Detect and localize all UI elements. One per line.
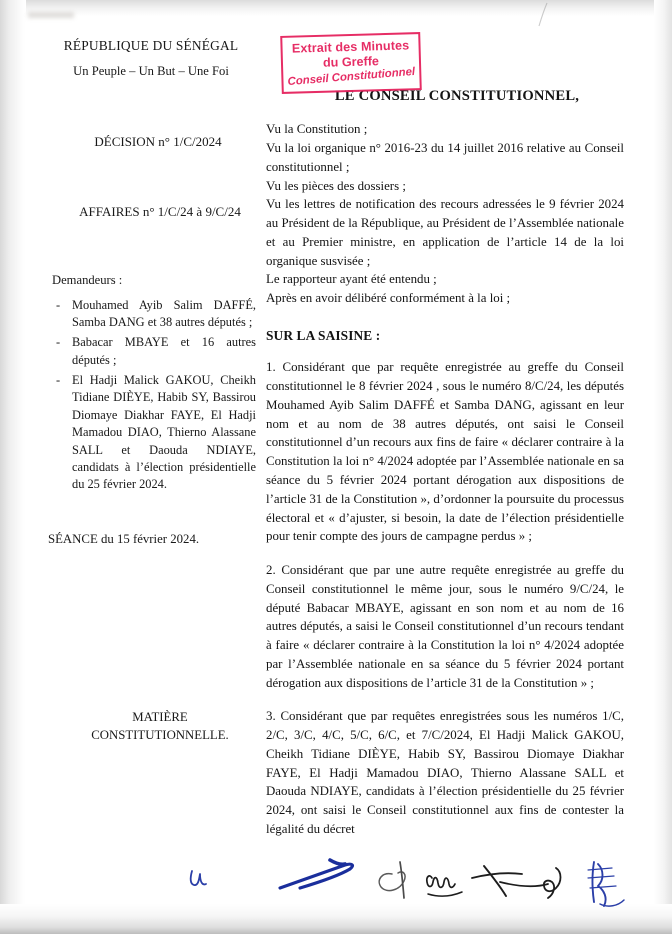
signature-block [0, 848, 672, 928]
scan-edge-bottom [0, 904, 672, 934]
scan-edge-right [654, 0, 672, 934]
matiere-line-1: MATIÈRE [132, 709, 188, 724]
visa-item: Après en avoir délibéré conformément à la loi ; [266, 291, 511, 306]
national-motto: Un Peuple – Un But – Une Foi [73, 64, 229, 79]
signature-3-stem [400, 862, 404, 898]
signature-6-loop [598, 864, 606, 906]
section-heading-saisine: SUR LA SAISINE : [266, 327, 381, 343]
signature-4 [427, 876, 455, 887]
signature-2-flourish [330, 860, 345, 864]
stamp-line-3: Conseil Constitutionnel [287, 65, 416, 88]
signature-5-cross [472, 873, 522, 878]
list-item: - Mouhamed Ayib Salim DAFFÉ, Samba DANG et 38 autres députés ; [56, 297, 256, 332]
scan-edge-left [0, 0, 26, 934]
visa-item: Vu les lettres de notification des recours adressées le 9 février 2024 au Président de la République, au Président de l’Assemblée nationale et au Premier ministre, en application de l’article 14 de la loi organique susvisée ; [266, 197, 624, 268]
matiere-line-2: CONSTITUTIONNELLE. [91, 728, 229, 743]
scan-mark-icon [536, 2, 552, 28]
signature-6-tail [600, 900, 624, 906]
visa-item: Vu la loi organique n° 2016-23 du 14 juillet 2016 relative au Conseil constitutionnel ; [266, 140, 624, 174]
scan-smudge [28, 12, 74, 18]
registry-stamp [280, 32, 422, 94]
decision-number: DÉCISION n° 1/C/2024 [94, 133, 222, 149]
considerant-2: 2. Considérant que par une autre requête enregistrée au greffe du Conseil constitutionnel le même jour, sous le numéro 9/C/24, le député Babacar MBAYE, agissant en son nom et au nom de 16 autres députés, a saisi le Conseil constitutionnel d’un recours tendant à faire « déclarer contraire à la Constitution la loi n° 4/2024 adoptée par l’Assemblée nationale en sa séance du 5 février 2024 portant dérogation aux dispositions de l’article 31 de la Constitution » ; [266, 563, 624, 690]
stamp-line-1: Extrait des Minutes [291, 38, 410, 56]
demandeurs-list [46, 297, 256, 494]
considerant-3: 3. Considérant que par requêtes enregistrées sous les numéros 1/C, 2/C, 3/C, 4/C, 5/C, 6/C, et 7/C/2024, El Hadji Malick GAKOU, Cheikh Tidiane DIÈYE, Habib SY, Bassirou Diomaye Diakhar FAYE, El Hadji Mamadou DIAO, Thierno Alassane SALL et Daouda NDIAYE, candidats à l’élection présidentielle du 25 février 2024, ont saisi le Conseil constitutionnel aux fins de contester la légalité du décret [266, 709, 624, 836]
signature-3 [379, 872, 405, 891]
visas-block [266, 120, 624, 308]
scan-edge-top [0, 0, 672, 16]
seance-date: SÉANCE du 15 février 2024. [48, 531, 200, 546]
demandeurs-label: Demandeurs : [52, 272, 123, 287]
signature-4-underline [428, 892, 462, 896]
document-body [266, 86, 624, 839]
signature-6 [593, 862, 595, 902]
visa-item: Vu les pièces des dossiers ; [266, 178, 406, 193]
signature-5-sweep [500, 882, 548, 886]
visa-item: Le rapporteur ayant été entendu ; [266, 272, 437, 287]
signature-2 [280, 864, 352, 888]
signature-5-loop [544, 868, 561, 898]
list-item: - Babacar MBAYE et 16 autres députés ; [56, 334, 256, 369]
visa-item: Vu la Constitution ; [266, 122, 368, 137]
considerant-1: 1. Considérant que par requête enregistrée au greffe du Conseil constitutionnel le 8 février 2024 , sous le numéro 8/C/24, les députés Mouhamed Ayib Salim DAFFÉ et Samba DANG, agissant en leur nom et au nom de 38 autres députés, ont saisi le Conseil constitutionnel d’un recours aux fins de faire « déclarer contraire à la Constitution la loi n° 4/2024 adoptée par l’Assemblée nationale en sa séance du 5 février 2024 portant dérogation aux dispositions de l’article 31 de la Constitution », d’ordonner la poursuite du processus électoral et « d’ajuster, si besoin, la date de l’élection présidentielle pour tenir compte des jours de campagne perdus » ; [266, 360, 624, 544]
council-heading: LE CONSEIL CONSTITUTIONNEL, [334, 88, 580, 104]
signature-6-hatch [588, 868, 616, 888]
document-header-left [46, 36, 256, 745]
stamp-line-2: du Greffe [322, 53, 380, 70]
signature-5 [484, 866, 506, 896]
affaires-number: AFFAIRES n° 1/C/24 à 9/C/24 [79, 204, 241, 220]
list-item: - El Hadji Malick GAKOU, Cheikh Tidiane DIÈYE, Habib SY, Bassirou Diomaye Diakhar FAYE, El Hadji Mamadou DIAO, Thierno Alassane SALL et Daouda NDIAYE, candidats à l’élection présidentielle du 25 février 2024. [56, 372, 256, 494]
signature-1 [191, 871, 206, 885]
republic-title: RÉPUBLIQUE DU SÉNÉGAL [63, 38, 239, 53]
matiere-block [46, 708, 256, 745]
